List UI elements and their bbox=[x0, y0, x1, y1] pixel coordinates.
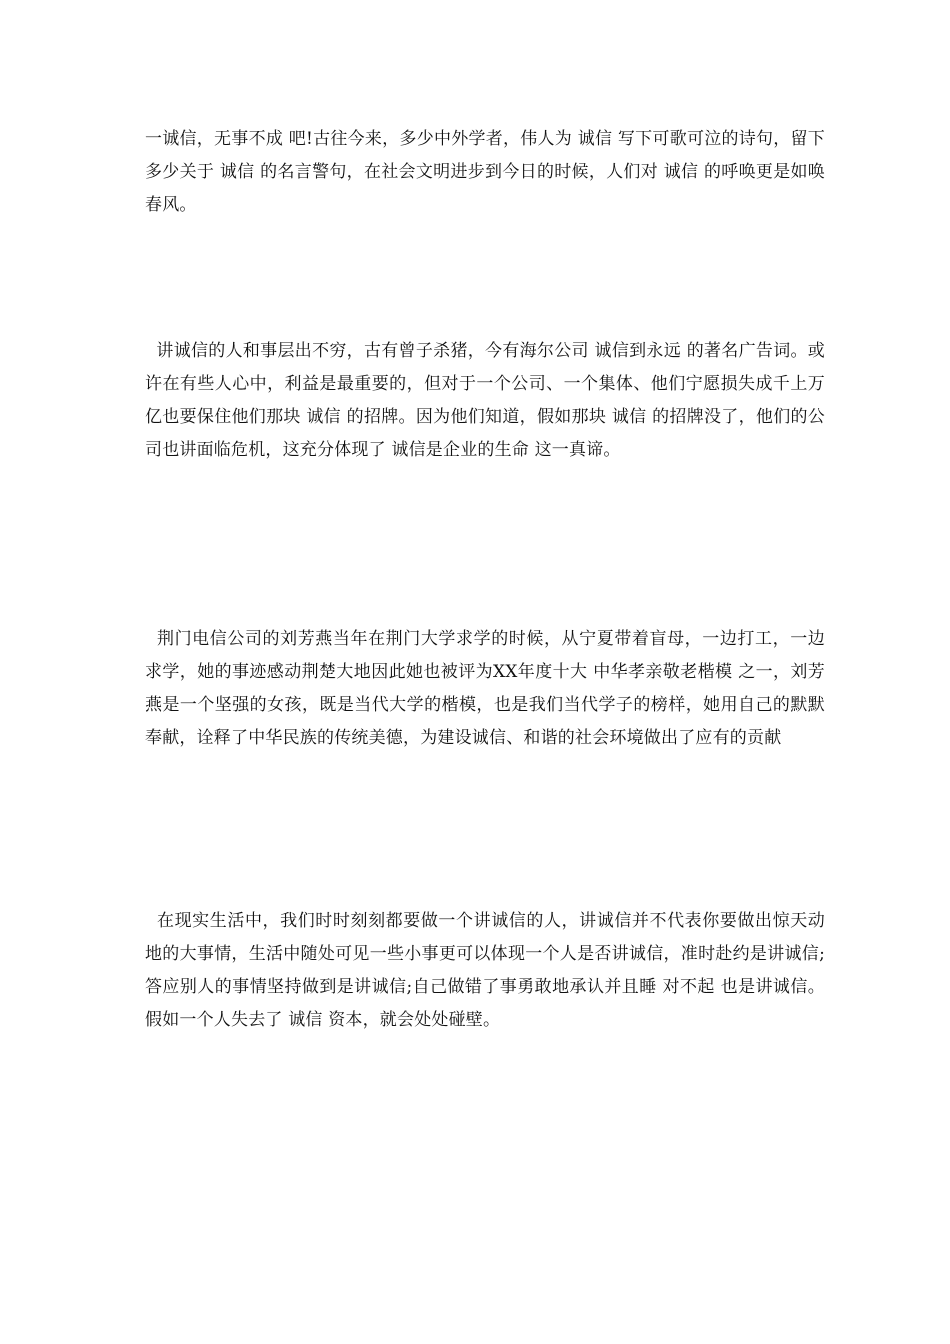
paragraph-4: 在现实生活中，我们时时刻刻都要做一个讲诚信的人，讲诚信并不代表你要做出惊天动地的大事情，生活中随处可见一些小事更可以体现一个人是否讲诚信，准时赴约是讲诚信;答应别人的事情坚持做到是讲诚信;自己做错了事勇敢地承认并且睡 对不起 也是讲诚信。假如一个人失去了 诚信 资本，就会处处碰壁。 bbox=[145, 911, 825, 1030]
paragraph-2: 讲诚信的人和事层出不穷，古有曾子杀猪，今有海尔公司 诚信到永远 的著名广告词。或许在有些人心中，利益是最重要的，但对于一个公司、一个集体、他们宁愿损失成千上万亿也要保住他们那块 诚信 的招牌。因为他们知道，假如那块 诚信 的招牌没了，他们的公司也讲面临危机，这充分体现了 诚信是企业的生命 这一真谛。 bbox=[145, 341, 825, 460]
paragraph-3: 荆门电信公司的刘芳燕当年在荆门大学求学的时候，从宁夏带着盲母，一边打工，一边求学，她的事迹感动荆楚大地因此她也被评为XX年度十大 中华孝亲敬老楷模 之一，刘芳燕是一个坚强的女孩，既是当代大学的楷模，也是我们当代学子的榜样，她用自己的默默奉献，诠释了中华民族的传统美德，为建设诚信、和谐的社会环境做出了应有的贡献 bbox=[145, 629, 825, 748]
paragraph-1: 一诚信，无事不成 吧!古往今来，多少中外学者，伟人为 诚信 写下可歌可泣的诗句，留下多少关于 诚信 的名言警句，在社会文明进步到今日的时候，人们对 诚信 的呼唤更是如唤春风。 bbox=[145, 129, 825, 215]
